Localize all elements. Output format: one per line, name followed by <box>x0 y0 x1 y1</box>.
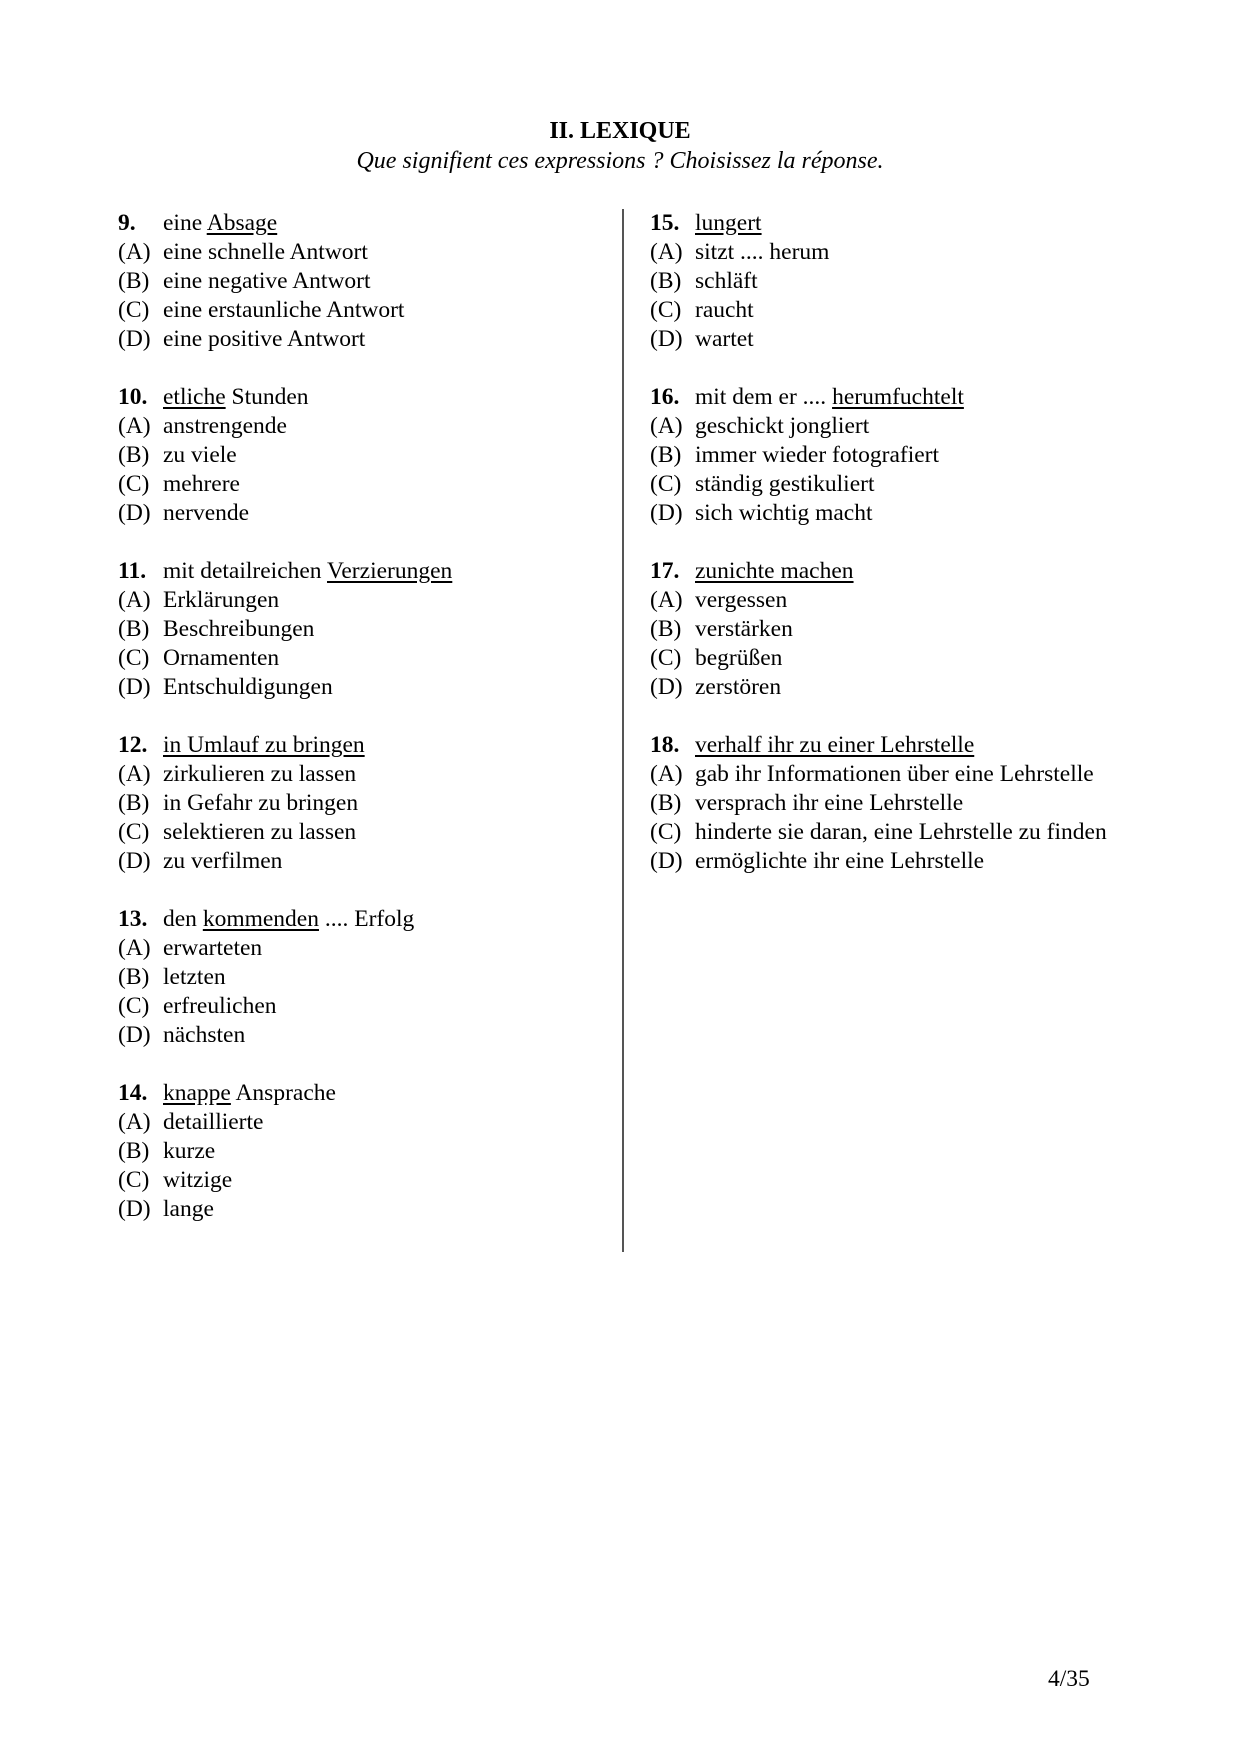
stem-after: Stunden <box>225 384 309 410</box>
stem-before: mit detailreichen <box>163 558 328 584</box>
answer-option[interactable] <box>650 673 1130 702</box>
question-text <box>695 383 964 412</box>
question-number: 17. <box>650 558 680 584</box>
answer-option[interactable] <box>118 325 608 354</box>
answer-option[interactable] <box>650 412 1130 441</box>
answer-option[interactable] <box>650 818 1130 847</box>
answer-option[interactable] <box>118 1021 608 1050</box>
option-text: ständig gestikuliert <box>695 471 875 497</box>
option-letter: (D) <box>650 500 683 526</box>
question-text <box>163 557 452 586</box>
option-text: sich wichtig macht <box>695 500 873 526</box>
answer-option[interactable] <box>118 934 608 963</box>
answer-option[interactable] <box>650 267 1130 296</box>
option-letter: (A) <box>118 761 151 787</box>
question-text <box>163 1079 336 1108</box>
stem-before: eine <box>163 210 207 236</box>
question-number: 14. <box>118 1080 148 1106</box>
answer-option[interactable] <box>118 296 608 325</box>
option-letter: (A) <box>118 413 151 439</box>
option-text: zu verfilmen <box>163 848 283 874</box>
answer-option[interactable] <box>118 1137 608 1166</box>
option-text: selektieren zu lassen <box>163 819 357 845</box>
option-letter: (C) <box>650 645 682 671</box>
option-letter: (B) <box>118 616 150 642</box>
option-text: erwarteten <box>163 935 263 961</box>
column-divider <box>622 209 624 1252</box>
option-letter: (A) <box>118 587 151 613</box>
question-text <box>695 557 854 586</box>
option-letter: (A) <box>118 1109 151 1135</box>
option-text: ermöglichte ihr eine Lehrstelle <box>695 848 985 874</box>
stem-underlined: Verzierungen <box>327 558 453 584</box>
option-text: versprach ihr eine Lehrstelle <box>695 790 964 816</box>
answer-option[interactable] <box>118 1166 608 1195</box>
option-text: geschickt jongliert <box>695 413 870 439</box>
question-item <box>118 1079 608 1224</box>
option-letter: (B) <box>118 964 150 990</box>
option-letter: (A) <box>650 413 683 439</box>
option-text: zu viele <box>163 442 237 468</box>
option-letter: (C) <box>650 297 682 323</box>
right-column <box>650 209 1130 905</box>
option-letter: (C) <box>118 471 150 497</box>
option-letter: (C) <box>118 1167 150 1193</box>
stem-before: den <box>163 906 203 932</box>
question-number: 16. <box>650 384 680 410</box>
stem-underlined: etliche <box>163 384 226 410</box>
answer-option[interactable] <box>650 325 1130 354</box>
option-text: kurze <box>163 1138 216 1164</box>
option-letter: (C) <box>650 471 682 497</box>
option-text: zirkulieren zu lassen <box>163 761 357 787</box>
question-item <box>118 209 608 354</box>
answer-option[interactable] <box>118 847 608 876</box>
option-text: letzten <box>163 964 226 990</box>
answer-option[interactable] <box>118 1108 608 1137</box>
answer-option[interactable] <box>118 818 608 847</box>
answer-option[interactable] <box>118 1195 608 1224</box>
option-letter: (D) <box>118 674 151 700</box>
option-text: eine erstaunliche Antwort <box>163 297 405 323</box>
option-text: in Gefahr zu bringen <box>163 790 359 816</box>
option-letter: (D) <box>650 326 683 352</box>
answer-option[interactable] <box>118 586 608 615</box>
option-letter: (D) <box>118 326 151 352</box>
option-text: detaillierte <box>163 1109 264 1135</box>
option-letter: (B) <box>650 268 682 294</box>
option-text: wartet <box>695 326 754 352</box>
option-letter: (C) <box>118 645 150 671</box>
option-text: eine schnelle Antwort <box>163 239 368 265</box>
option-text: begrüßen <box>695 645 783 671</box>
answer-option[interactable] <box>118 238 608 267</box>
option-letter: (C) <box>650 819 682 845</box>
answer-option[interactable] <box>650 441 1130 470</box>
stem-underlined: in Umlauf zu bringen <box>163 732 365 758</box>
question-item <box>650 557 1130 702</box>
question-stem <box>118 905 608 934</box>
question-number: 13. <box>118 906 148 932</box>
option-letter: (D) <box>118 500 151 526</box>
question-number: 11. <box>118 558 147 584</box>
option-text: gab ihr Informationen über eine Lehrstelle <box>695 761 1094 787</box>
option-letter: (A) <box>650 239 683 265</box>
option-text: erfreulichen <box>163 993 277 1019</box>
option-text: zerstören <box>695 674 782 700</box>
option-letter: (B) <box>118 790 150 816</box>
question-stem <box>118 209 608 238</box>
answer-option[interactable] <box>650 470 1130 499</box>
option-letter: (C) <box>118 297 150 323</box>
option-text: nächsten <box>163 1022 246 1048</box>
section-title: II. LEXIQUE <box>549 118 691 144</box>
answer-option[interactable] <box>118 760 608 789</box>
option-letter: (A) <box>118 239 151 265</box>
option-text: eine negative Antwort <box>163 268 371 294</box>
question-text <box>695 731 974 760</box>
question-number: 12. <box>118 732 148 758</box>
option-letter: (D) <box>118 1022 151 1048</box>
stem-underlined: verhalf ihr zu einer Lehrstelle <box>695 732 975 758</box>
option-text: Ornamenten <box>163 645 280 671</box>
answer-option[interactable] <box>650 499 1130 528</box>
option-text: anstrengende <box>163 413 287 439</box>
answer-option[interactable] <box>118 963 608 992</box>
option-letter: (B) <box>650 790 682 816</box>
option-letter: (B) <box>650 616 682 642</box>
question-text <box>163 209 277 238</box>
question-number: 9. <box>118 210 136 236</box>
answer-option[interactable] <box>650 238 1130 267</box>
answer-option[interactable] <box>650 789 1130 818</box>
option-text: sitzt .... herum <box>695 239 830 265</box>
option-letter: (D) <box>118 1196 151 1222</box>
option-text: Erklärungen <box>163 587 280 613</box>
question-item <box>118 557 608 702</box>
answer-option[interactable] <box>118 615 608 644</box>
option-text: nervende <box>163 500 250 526</box>
stem-underlined: Absage <box>206 210 278 236</box>
answer-option[interactable] <box>650 847 1130 876</box>
question-stem <box>118 557 608 586</box>
option-text: witzige <box>163 1167 233 1193</box>
question-number: 10. <box>118 384 148 410</box>
answer-option[interactable] <box>118 644 608 673</box>
question-item <box>650 209 1130 354</box>
question-stem <box>650 557 1130 586</box>
answer-option[interactable] <box>118 992 608 1021</box>
answer-option[interactable] <box>650 644 1130 673</box>
stem-underlined: knappe <box>163 1080 231 1106</box>
stem-underlined: kommenden <box>202 906 319 932</box>
answer-option[interactable] <box>118 499 608 528</box>
option-letter: (B) <box>118 442 150 468</box>
option-letter: (A) <box>650 761 683 787</box>
question-stem <box>118 731 608 760</box>
question-stem <box>650 209 1130 238</box>
answer-option[interactable] <box>118 673 608 702</box>
question-stem <box>118 383 608 412</box>
option-letter: (A) <box>650 587 683 613</box>
option-text: lange <box>163 1196 214 1222</box>
instruction-text: Que signifient ces expressions ? Choisissez la réponse. <box>356 148 884 174</box>
option-letter: (B) <box>650 442 682 468</box>
question-text <box>163 731 365 760</box>
answer-option[interactable] <box>650 760 1130 789</box>
option-text: immer wieder fotografiert <box>695 442 940 468</box>
option-letter: (D) <box>650 674 683 700</box>
option-text: raucht <box>695 297 754 323</box>
option-text: schläft <box>695 268 758 294</box>
answer-option[interactable] <box>118 789 608 818</box>
option-text: Entschuldigungen <box>163 674 333 700</box>
option-text: hinderte sie daran, eine Lehrstelle zu finden <box>695 819 1107 845</box>
question-text <box>163 383 309 412</box>
option-text: eine positive Antwort <box>163 326 366 352</box>
option-text: Beschreibungen <box>163 616 315 642</box>
stem-underlined: herumfuchtelt <box>832 384 964 410</box>
answer-option[interactable] <box>650 615 1130 644</box>
question-stem <box>118 1079 608 1108</box>
option-letter: (C) <box>118 819 150 845</box>
option-letter: (B) <box>118 268 150 294</box>
question-text <box>695 209 762 238</box>
answer-option[interactable] <box>650 296 1130 325</box>
question-stem <box>650 731 1130 760</box>
answer-option[interactable] <box>118 441 608 470</box>
stem-after: .... Erfolg <box>318 906 415 932</box>
answer-option[interactable] <box>118 267 608 296</box>
option-letter: (A) <box>118 935 151 961</box>
left-column <box>118 209 608 1253</box>
question-item <box>118 905 608 1050</box>
option-text: mehrere <box>163 471 240 497</box>
answer-option[interactable] <box>650 586 1130 615</box>
option-text: vergessen <box>695 587 788 613</box>
stem-before: mit dem er .... <box>695 384 833 410</box>
question-item <box>650 731 1130 876</box>
stem-underlined: zunichte machen <box>695 558 854 584</box>
option-text: verstärken <box>695 616 793 642</box>
option-letter: (B) <box>118 1138 150 1164</box>
question-number: 15. <box>650 210 680 236</box>
question-item <box>650 383 1130 528</box>
option-letter: (D) <box>650 848 683 874</box>
option-letter: (D) <box>118 848 151 874</box>
stem-underlined: lungert <box>695 210 762 236</box>
section-header <box>0 116 1240 176</box>
question-stem <box>650 383 1130 412</box>
answer-option[interactable] <box>118 412 608 441</box>
stem-after: Ansprache <box>230 1080 336 1106</box>
question-item <box>118 383 608 528</box>
question-number: 18. <box>650 732 680 758</box>
question-item <box>118 731 608 876</box>
question-text <box>163 905 414 934</box>
page-number: 4/35 <box>1048 1666 1090 1692</box>
answer-option[interactable] <box>118 470 608 499</box>
option-letter: (C) <box>118 993 150 1019</box>
